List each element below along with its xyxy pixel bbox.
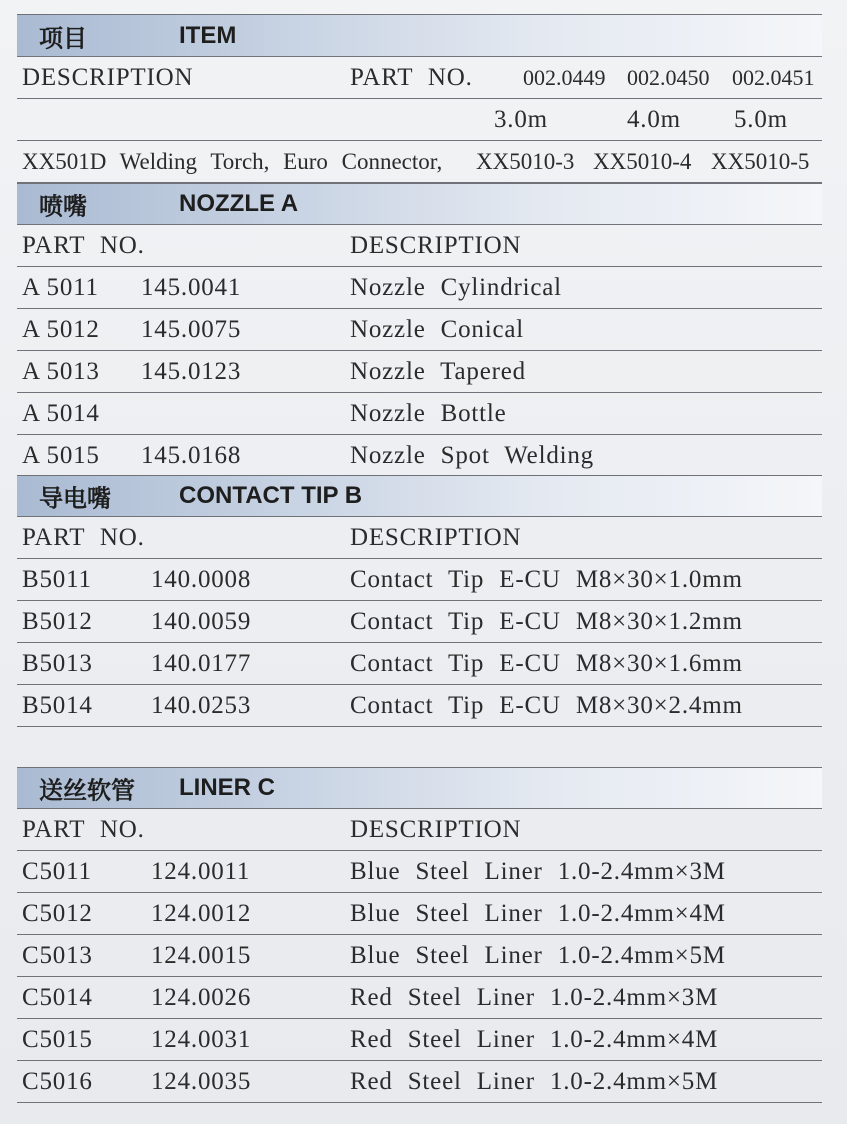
nozzle-part-number: 145.0041 <box>141 273 242 301</box>
contact-tip-part-code: B5011 <box>22 565 92 593</box>
liner-description: Red Steel Liner 1.0-2.4mm×4M <box>350 1025 719 1053</box>
liner-table-row <box>17 935 822 977</box>
item-length-row <box>17 99 822 141</box>
contact-tip-header-en: CONTACT TIP B <box>179 482 363 509</box>
item-header-en: ITEM <box>179 21 237 49</box>
liner-description: Red Steel Liner 1.0-2.4mm×5M <box>350 1067 719 1095</box>
nozzle-table-row <box>17 435 822 477</box>
nozzle-table-row <box>17 309 822 351</box>
liner-description: Blue Steel Liner 1.0-2.4mm×5M <box>350 941 726 969</box>
contact-tip-description: Contact Tip E-CU M8×30×2.4mm <box>350 691 743 719</box>
nozzle-col-part: PART NO. <box>22 231 145 259</box>
nozzle-description: Nozzle Cylindrical <box>350 273 562 301</box>
contact-tip-table-row <box>17 559 822 601</box>
torch-model-2: XX5010-4 <box>593 148 692 174</box>
nozzle-part-code: A 5011 <box>22 273 99 301</box>
part-number-2: 002.0450 <box>627 64 710 90</box>
torch-model-3: XX5010-5 <box>711 148 810 174</box>
item-header-zh: 项目 <box>39 25 87 52</box>
liner-part-number: 124.0011 <box>151 857 251 885</box>
contact-tip-description: Contact Tip E-CU M8×30×1.2mm <box>350 607 743 635</box>
contact-tip-part-code: B5014 <box>22 691 93 719</box>
contact-tip-table-row <box>17 643 822 685</box>
nozzle-col-desc: DESCRIPTION <box>350 231 522 259</box>
nozzle-description: Nozzle Conical <box>350 315 524 343</box>
nozzle-part-code: A 5015 <box>22 441 100 469</box>
contact-tip-part-number: 140.0008 <box>151 565 252 593</box>
nozzle-section-header <box>17 183 822 225</box>
nozzle-part-number: 145.0075 <box>141 315 242 343</box>
nozzle-description: Nozzle Spot Welding <box>350 441 594 469</box>
contact-tip-part-code: B5012 <box>22 607 93 635</box>
nozzle-table-row <box>17 267 822 309</box>
length-3: 5.0m <box>734 105 788 133</box>
liner-part-code: C5015 <box>22 1025 93 1053</box>
nozzle-part-code: A 5012 <box>22 315 100 343</box>
contact-tip-table-row <box>17 685 822 727</box>
contact-tip-column-header <box>17 517 822 559</box>
liner-section-header <box>17 767 822 809</box>
description-label: DESCRIPTION <box>22 63 194 91</box>
liner-description: Blue Steel Liner 1.0-2.4mm×4M <box>350 899 726 927</box>
contact-tip-section-header <box>17 475 822 517</box>
liner-header-zh: 送丝软管 <box>39 777 135 805</box>
nozzle-description: Nozzle Bottle <box>350 399 507 427</box>
nozzle-description: Nozzle Tapered <box>350 357 526 385</box>
liner-table-row <box>17 851 822 893</box>
part-number-1: 002.0449 <box>523 64 606 90</box>
liner-col-desc: DESCRIPTION <box>350 815 522 843</box>
torch-description: XX501D Welding Torch, Euro Connector, <box>22 148 443 174</box>
length-2: 4.0m <box>627 105 681 133</box>
nozzle-part-number: 145.0123 <box>141 357 242 385</box>
liner-table-row <box>17 1061 822 1103</box>
nozzle-part-code: A 5014 <box>22 399 100 427</box>
liner-table-row <box>17 893 822 935</box>
liner-part-number: 124.0035 <box>151 1067 252 1095</box>
nozzle-table-row <box>17 393 822 435</box>
liner-part-number: 124.0031 <box>151 1025 252 1053</box>
contact-tip-part-number: 140.0253 <box>151 691 252 719</box>
contact-tip-part-code: B5013 <box>22 649 93 677</box>
liner-col-part: PART NO. <box>22 815 145 843</box>
liner-column-header <box>17 809 822 851</box>
liner-part-code: C5013 <box>22 941 93 969</box>
contact-tip-description: Contact Tip E-CU M8×30×1.6mm <box>350 649 743 677</box>
contact-tip-header-zh: 导电嘴 <box>39 485 111 513</box>
nozzle-part-code: A 5013 <box>22 357 100 385</box>
torch-model-1: XX5010-3 <box>476 148 575 174</box>
contact-tip-col-desc: DESCRIPTION <box>350 523 522 551</box>
liner-part-code: C5014 <box>22 983 93 1011</box>
liner-part-number: 124.0012 <box>151 899 252 927</box>
liner-table-row <box>17 977 822 1019</box>
item-section-header <box>17 14 822 57</box>
item-torch-row <box>17 141 822 183</box>
liner-description: Blue Steel Liner 1.0-2.4mm×3M <box>350 857 726 885</box>
nozzle-header-zh: 喷嘴 <box>39 193 87 221</box>
nozzle-table-row <box>17 351 822 393</box>
liner-part-code: C5016 <box>22 1067 93 1095</box>
nozzle-header-en: NOZZLE A <box>179 190 299 217</box>
nozzle-column-header <box>17 225 822 267</box>
contact-tip-col-part: PART NO. <box>22 523 145 551</box>
part-number-3: 002.0451 <box>732 64 815 90</box>
item-header-row <box>17 57 822 99</box>
liner-part-code: C5011 <box>22 857 92 885</box>
length-1: 3.0m <box>494 105 548 133</box>
liner-description: Red Steel Liner 1.0-2.4mm×3M <box>350 983 719 1011</box>
liner-part-number: 124.0015 <box>151 941 252 969</box>
contact-tip-part-number: 140.0059 <box>151 607 252 635</box>
liner-table-row <box>17 1019 822 1061</box>
contact-tip-table-row <box>17 601 822 643</box>
contact-tip-description: Contact Tip E-CU M8×30×1.0mm <box>350 565 743 593</box>
liner-header-en: LINER C <box>179 774 275 801</box>
liner-part-number: 124.0026 <box>151 983 252 1011</box>
liner-part-code: C5012 <box>22 899 93 927</box>
contact-tip-part-number: 140.0177 <box>151 649 252 677</box>
nozzle-part-number: 145.0168 <box>141 441 242 469</box>
part-no-label: PART NO. <box>350 63 473 91</box>
